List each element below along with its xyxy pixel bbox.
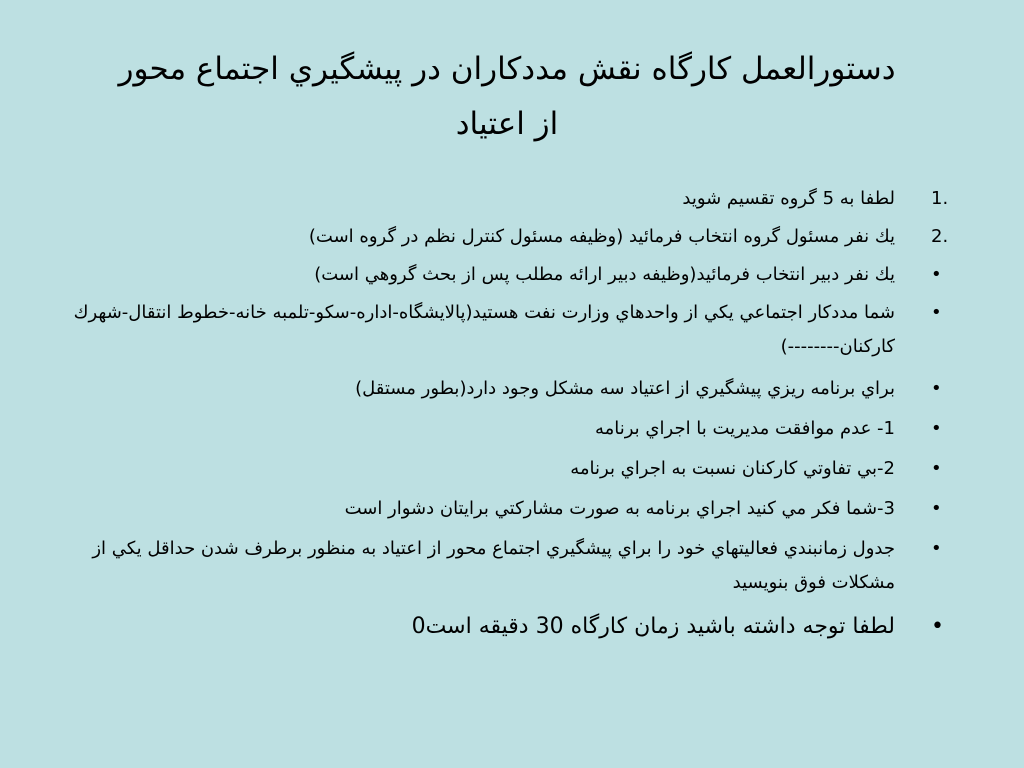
instruction-list [60, 182, 965, 646]
bullet: • [931, 498, 942, 519]
bullet: • [931, 458, 942, 479]
list-number: 1. [931, 188, 949, 209]
list-item-text: جدول زمانبندي فعاليتهاي خود را براي پيشگيري اجتماع محور از اعتياد به منظور برطرف شدن حداقل يكي از مشكلات فوق بنويسيد [92, 538, 895, 593]
list-item-text: 1- عدم موافقت مديريت با اجراي برنامه [594, 418, 895, 439]
list-item-text: 3-شما فكر مي كنيد اجراي برنامه به صورت مشاركتي برايتان دشوار است [344, 498, 895, 519]
slide-title-line-1: دستورالعمل كارگاه نقش مددكاران در پيشگيري اجتماع محور [118, 51, 896, 87]
slide-title-line-2: از اعتياد [455, 106, 559, 142]
list-item-text: براي برنامه ريزي پيشگيري از اعتياد سه مشكل وجود دارد(بطور مستقل) [355, 378, 895, 399]
slide-title [50, 42, 964, 152]
list-item [60, 296, 965, 364]
list-item [60, 532, 965, 600]
list-item [60, 220, 965, 254]
bullet: • [931, 264, 942, 285]
bullet: • [931, 378, 942, 399]
bullet: • [931, 418, 942, 439]
list-item-text: لطفا توجه داشته باشيد زمان كارگاه 30 دقيقه است0 [411, 614, 895, 639]
list-item-text: يك نفر مسئول گروه انتخاب فرمائيد (وظيفه مسئول كنترل نظم در گروه است) [308, 226, 895, 247]
list-item-text: لطفا به 5 گروه تقسيم شويد [682, 188, 895, 209]
list-item-text: يك نفر دبير انتخاب فرمائيد(وظيفه دبير ارائه مطلب پس از بحث گروهي است) [314, 264, 895, 285]
list-item [60, 608, 965, 646]
bullet: • [931, 302, 942, 323]
list-item [60, 412, 965, 446]
bullet: • [931, 538, 942, 559]
list-item [60, 182, 965, 216]
list-number: 2. [931, 226, 949, 247]
list-item [60, 452, 965, 486]
list-item [60, 492, 965, 526]
list-item-text: شما مددكار اجتماعي يكي از واحدهاي وزارت نفت هستيد(پالايشگاه-اداره-سكو-تلمبه خانه-خطوط انتقال-شهرك كاركنان--------) [73, 302, 895, 357]
bullet: • [931, 614, 944, 639]
list-item [60, 372, 965, 406]
list-item-text: 2-بي تفاوتي كاركنان نسبت به اجراي برنامه [570, 458, 895, 479]
list-item [60, 258, 965, 292]
